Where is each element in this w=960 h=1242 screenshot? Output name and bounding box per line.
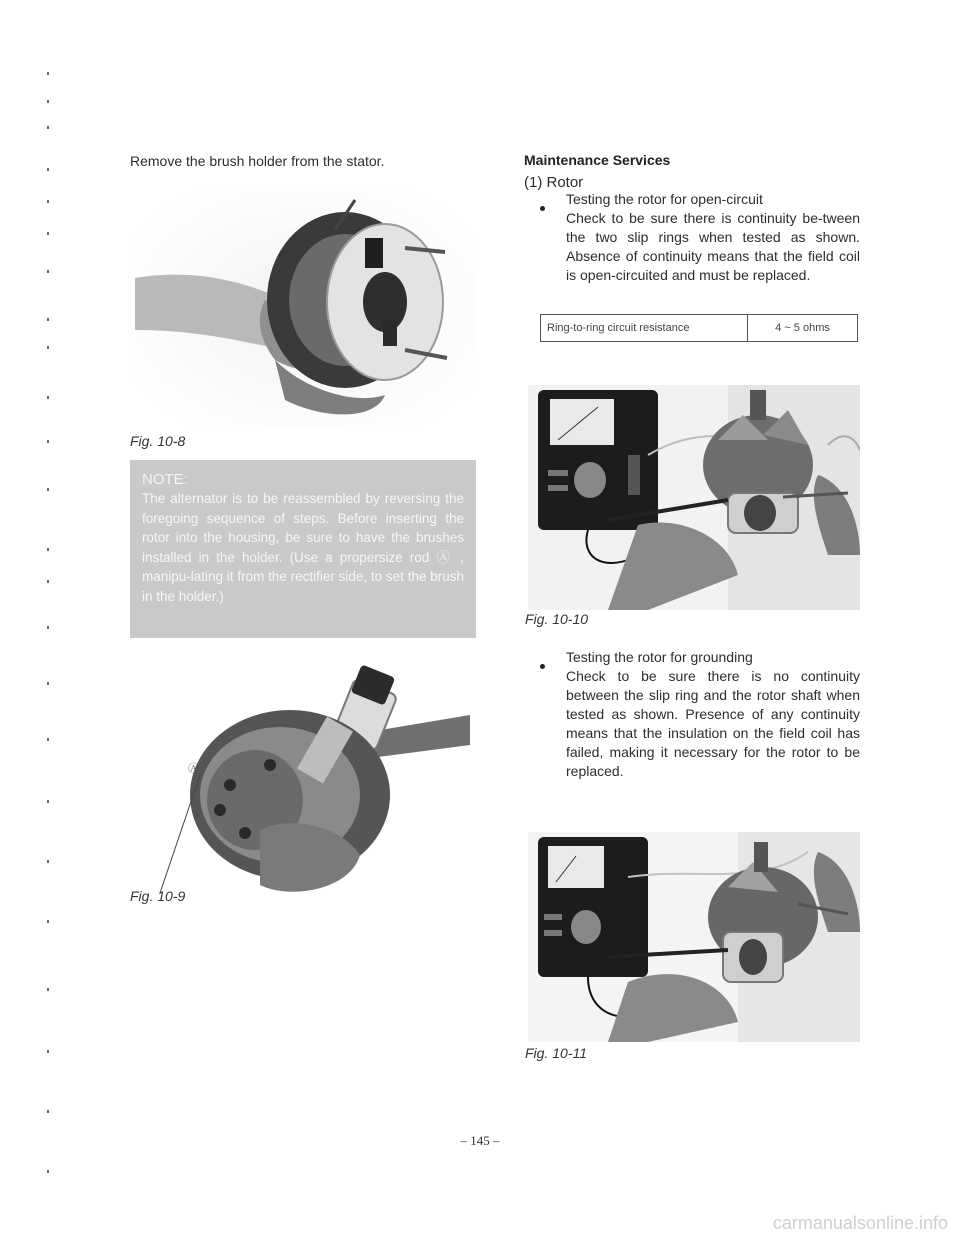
bullet-1-dot: [540, 198, 545, 216]
bullet-2-title: Testing the rotor for grounding: [566, 649, 753, 665]
spec-label: Ring-to-ring circuit resistance: [541, 315, 748, 342]
photo-rotor-open-circuit-test: [528, 385, 860, 610]
bullet-2-dot: [540, 656, 545, 674]
bullet-2-body: Check to be sure there is no continuity between the slip ring and the rotor shaft when tested as shown. Presence of any continuity means that the insulation on the field coil has failed, making it necessary for the rotor to be replaced.: [566, 668, 860, 779]
fig-10-10-caption: Fig. 10-10: [525, 611, 589, 627]
section-title: Maintenance Services: [524, 152, 671, 168]
note-body: The alternator is to be reassembled by reversing the foregoing sequence of steps. Before inserting the rotor into the housing, be sure to have the brushes installed in the holder. (Use a propersize rod Ⓐ , manipu-lating it from the rectifier side, to set the brush in the holder.): [142, 491, 464, 604]
item-1-rotor: (1) Rotor: [524, 174, 584, 191]
bullet-1: [566, 190, 860, 285]
callout-a-label: Ⓐ: [188, 763, 199, 775]
bullet-1-title: Testing the rotor for open-circuit: [566, 191, 763, 207]
photo-brush-holder: [135, 190, 475, 430]
note-box: [130, 460, 476, 638]
spec-value: 4 ~ 5 ohms: [748, 315, 858, 342]
bullet-2: [566, 648, 860, 781]
photo-rotor-reassembly: [150, 665, 470, 900]
fig-10-11-caption: Fig. 10-11: [525, 1045, 587, 1061]
bullet-1-body: Check to be sure there is continuity be-tween the two slip rings when tested as shown. Absence of continuity means that the field coil is open-circuited and must be replaced.: [566, 210, 860, 283]
note-title: NOTE:: [142, 471, 188, 488]
intro-text: Remove the brush holder from the stator.: [130, 153, 385, 169]
fig-10-9-caption: Fig. 10-9: [130, 888, 186, 904]
page-number: – 145 –: [460, 1133, 500, 1148]
fig-10-8-caption: Fig. 10-8: [130, 433, 186, 449]
photo-rotor-ground-test: [528, 832, 860, 1042]
watermark-link[interactable]: carmanualsonline.info: [772, 1213, 948, 1233]
spec-table: [540, 314, 858, 342]
